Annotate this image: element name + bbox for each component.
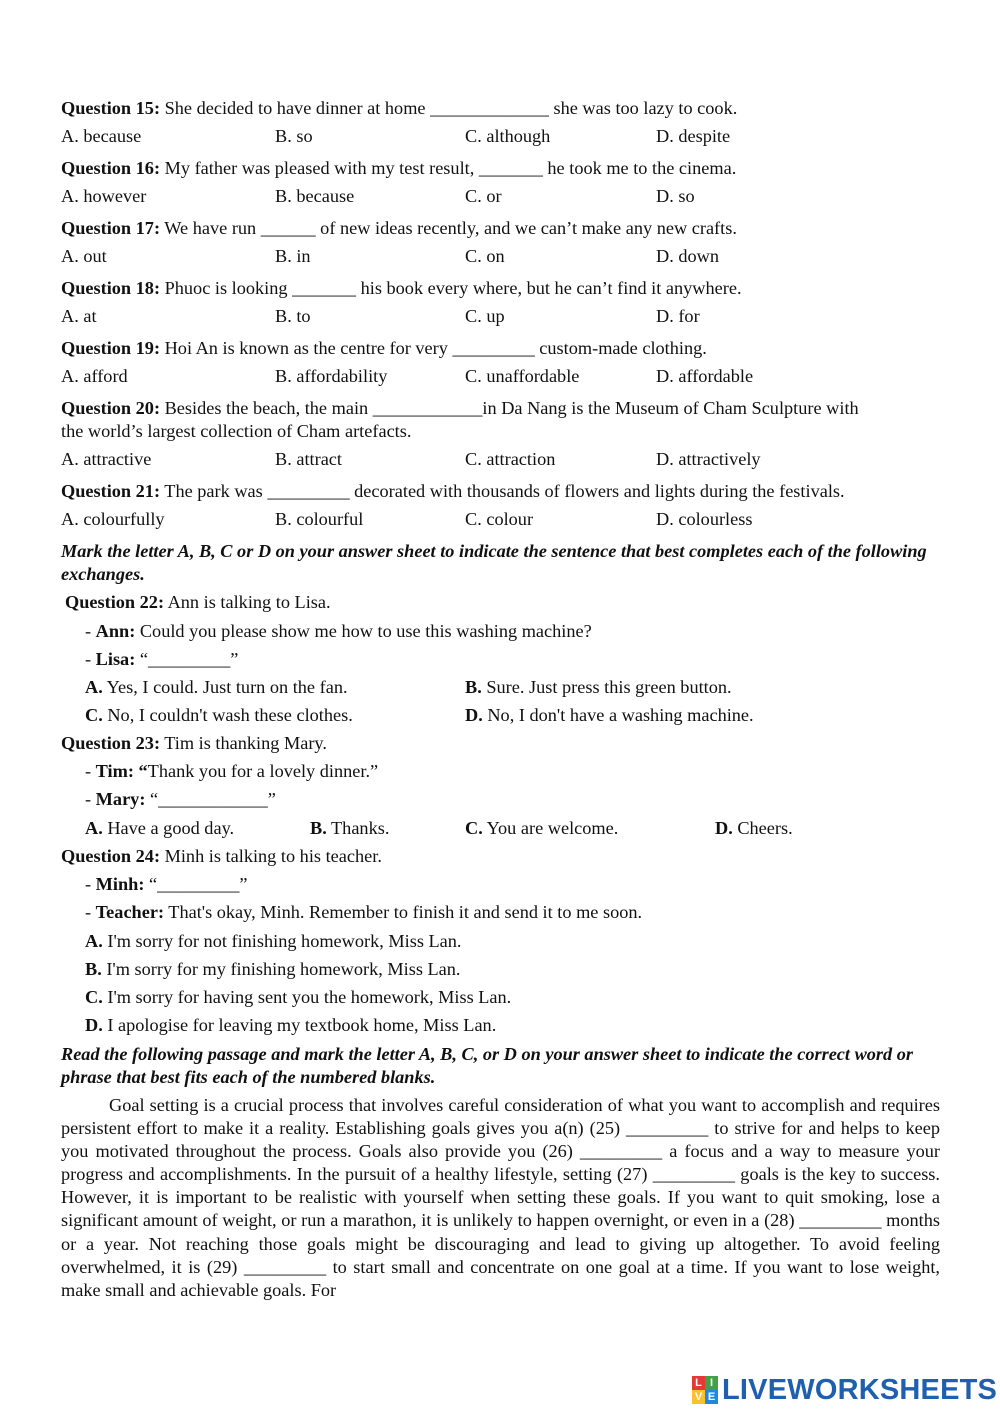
option-a[interactable]: A. however <box>61 186 147 206</box>
question-label: Question 19: <box>61 338 161 358</box>
option-text: I'm sorry for having sent you the homework, Miss Lan. <box>102 987 512 1007</box>
option-c[interactable] <box>85 986 965 1008</box>
logo-mark-letter: E <box>705 1390 718 1404</box>
dialogue-text: “_________” <box>135 649 239 669</box>
question-stem: Hoi An is known as the centre for very _________ custom-made clothing. <box>160 338 707 358</box>
option-text: No, I don't have a washing machine. <box>482 705 754 725</box>
option-letter: C. <box>85 705 103 725</box>
option-text: Have a good day. <box>102 818 235 838</box>
question-stem: Besides the beach, the main ____________in Da Nang is the Museum of Cham Sculpture with <box>160 398 859 418</box>
option-letter: B. <box>85 959 102 979</box>
option-c[interactable]: C. attraction <box>465 449 556 469</box>
reading-passage: Goal setting is a crucial process that involves careful consideration of what you want to accomplish and requires persistent effort to make it a reality. Establishing goals gives you a(n) (25) _________ to strive for and helps to keep you motivated throughout the process. Goals also provide you (26) _________ a focus and a way to measure your progress and accomplishments. In the pursuit of a healthy lifestyle, setting (27) _________ goals is the key to success. However, it is important to be realistic with yourself when setting these goals. If you want to quit smoking, lose a significant amount of weight, or run a marathon, it is unlikely to happen overnight, or even in a (28) _________ months or a year. Not reaching those goals might be discouraging and lead to giving up altogether. To avoid feeling overwhelmed, it is (29) _________ to start small and concentrate on one goal at a time. If you want to lose weight, make small and achievable goals. For <box>61 1095 940 1300</box>
option-c[interactable]: C. although <box>465 126 551 146</box>
option-a[interactable]: A. afford <box>61 366 128 386</box>
dialogue-line-tim <box>85 760 965 782</box>
speaker-name: Lisa: <box>95 649 136 669</box>
dialogue-line-lisa <box>85 648 965 670</box>
dialogue-text: Could you please show me how to use this washing machine? <box>135 621 592 641</box>
section-instruction-exchanges: Mark the letter A, B, C or D on your answer sheet to indicate the sentence that best completes each of the following exchanges. <box>61 541 927 584</box>
question-label: Question 17: <box>61 218 161 238</box>
question-stem-continued: the world’s largest collection of Cham artefacts. <box>61 421 412 441</box>
dialogue-text: That's okay, Minh. Remember to finish it and send it to me soon. <box>164 902 643 922</box>
option-letter: A. <box>85 677 103 697</box>
option-c[interactable]: C. on <box>465 246 505 266</box>
option-text: I apologise for leaving my textbook home, Miss Lan. <box>102 1015 497 1035</box>
question-22 <box>65 591 945 613</box>
option-d[interactable] <box>715 817 793 839</box>
question-stem: We have run ______ of new ideas recently, and we can’t make any new crafts. <box>160 218 737 238</box>
option-d[interactable]: D. colourless <box>656 509 753 529</box>
dialogue-text: Thank you for a lovely dinner.” <box>147 761 379 781</box>
question-24 <box>61 845 941 867</box>
option-text: Cheers. <box>732 818 793 838</box>
dash: - <box>85 902 96 922</box>
question-stem: She decided to have dinner at home _____________ she was too lazy to cook. <box>160 98 738 118</box>
option-d[interactable]: D. down <box>656 246 719 266</box>
option-letter: B. <box>465 677 482 697</box>
question-stem: Ann is talking to Lisa. <box>164 592 331 612</box>
question-16 <box>61 157 941 179</box>
logo-mark-letter: L <box>692 1376 705 1390</box>
option-text: Yes, I could. Just turn on the fan. <box>102 677 348 697</box>
option-a[interactable] <box>85 930 965 952</box>
option-b[interactable]: B. attract <box>275 449 343 469</box>
dash: - <box>85 649 96 669</box>
option-b[interactable]: B. affordability <box>275 366 388 386</box>
question-18 <box>61 277 941 299</box>
dialogue-text: “_________” <box>144 874 248 894</box>
question-15 <box>61 97 941 119</box>
question-stem: The park was _________ decorated with thousands of flowers and lights during the festivals. <box>160 481 845 501</box>
question-label: Question 24: <box>61 846 161 866</box>
logo-mark-letter: I <box>705 1376 718 1390</box>
option-letter: C. <box>465 818 483 838</box>
question-label: Question 15: <box>61 98 161 118</box>
question-20-continued <box>61 420 941 442</box>
question-stem: Minh is talking to his teacher. <box>160 846 382 866</box>
question-19 <box>61 337 941 359</box>
dash: - <box>85 874 96 894</box>
option-d[interactable] <box>85 1014 965 1036</box>
question-stem: My father was pleased with my test result, _______ he took me to the cinema. <box>160 158 737 178</box>
option-text: Thanks. <box>326 818 390 838</box>
option-a[interactable]: A. because <box>61 126 142 146</box>
option-a[interactable] <box>85 817 234 839</box>
question-stem: Phuoc is looking _______ his book every where, but he can’t find it anywhere. <box>160 278 742 298</box>
dash: - <box>85 621 96 641</box>
option-d[interactable]: D. so <box>656 186 695 206</box>
option-letter: C. <box>85 987 103 1007</box>
option-b[interactable]: B. to <box>275 306 311 326</box>
dialogue-line-mary <box>85 788 965 810</box>
option-d[interactable]: D. despite <box>656 126 731 146</box>
option-letter: D. <box>465 705 483 725</box>
option-c[interactable]: C. unaffordable <box>465 366 580 386</box>
option-c[interactable]: C. up <box>465 306 505 326</box>
option-text: You are welcome. <box>482 818 619 838</box>
option-d[interactable]: D. for <box>656 306 700 326</box>
option-b[interactable] <box>85 958 965 980</box>
option-b[interactable]: B. because <box>275 186 355 206</box>
option-letter: B. <box>310 818 327 838</box>
option-c[interactable] <box>85 704 353 726</box>
option-letter: D. <box>715 818 733 838</box>
speaker-name: Minh: <box>95 874 145 894</box>
speaker-name: Tim: “ <box>95 761 148 781</box>
option-a[interactable]: A. out <box>61 246 107 266</box>
question-label: Question 20: <box>61 398 161 418</box>
option-b[interactable] <box>310 817 389 839</box>
liveworksheets-logo <box>692 1374 997 1406</box>
section-instruction-passage: Read the following passage and mark the letter A, B, C, or D on your answer sheet to indicate the correct word or phrase that best fits each of the numbered blanks. <box>61 1044 913 1087</box>
question-label: Question 22: <box>65 592 165 612</box>
question-label: Question 18: <box>61 278 161 298</box>
option-d[interactable] <box>465 704 754 726</box>
option-c[interactable]: C. colour <box>465 509 534 529</box>
question-label: Question 23: <box>61 733 161 753</box>
speaker-name: Teacher: <box>95 902 165 922</box>
question-21 <box>61 480 941 502</box>
option-text: No, I couldn't wash these clothes. <box>102 705 353 725</box>
logo-mark-letter: V <box>692 1390 705 1404</box>
question-label: Question 21: <box>61 481 161 501</box>
option-a[interactable]: A. at <box>61 306 97 326</box>
option-letter: A. <box>85 818 103 838</box>
option-b[interactable] <box>465 676 732 698</box>
option-c[interactable]: C. or <box>465 186 502 206</box>
option-b[interactable]: B. in <box>275 246 311 266</box>
logo-mark-icon <box>692 1376 718 1404</box>
option-a[interactable]: A. attractive <box>61 449 152 469</box>
option-d[interactable]: D. attractively <box>656 449 761 469</box>
option-text: Sure. Just press this green button. <box>481 677 732 697</box>
option-text: I'm sorry for my finishing homework, Miss Lan. <box>101 959 461 979</box>
question-23 <box>61 732 941 754</box>
dash: - <box>85 789 96 809</box>
question-20 <box>61 397 941 419</box>
dialogue-line-ann <box>85 620 965 642</box>
option-letter: D. <box>85 1015 103 1035</box>
question-17 <box>61 217 941 239</box>
speaker-name: Ann: <box>95 621 136 641</box>
logo-text: LIVEWORKSHEETS <box>722 1373 998 1406</box>
option-d[interactable]: D. affordable <box>656 366 754 386</box>
option-c[interactable] <box>465 817 618 839</box>
option-letter: A. <box>85 931 103 951</box>
option-text: I'm sorry for not finishing homework, Miss Lan. <box>102 931 462 951</box>
dialogue-line-teacher <box>85 901 965 923</box>
speaker-name: Mary: <box>95 789 146 809</box>
dialogue-line-minh <box>85 873 965 895</box>
question-label: Question 16: <box>61 158 161 178</box>
option-a[interactable] <box>85 676 348 698</box>
option-b[interactable]: B. so <box>275 126 313 146</box>
dash: - <box>85 761 96 781</box>
option-a[interactable]: A. colourfully <box>61 509 165 529</box>
option-b[interactable]: B. colourful <box>275 509 364 529</box>
dialogue-text: “____________” <box>145 789 276 809</box>
question-stem: Tim is thanking Mary. <box>160 733 327 753</box>
